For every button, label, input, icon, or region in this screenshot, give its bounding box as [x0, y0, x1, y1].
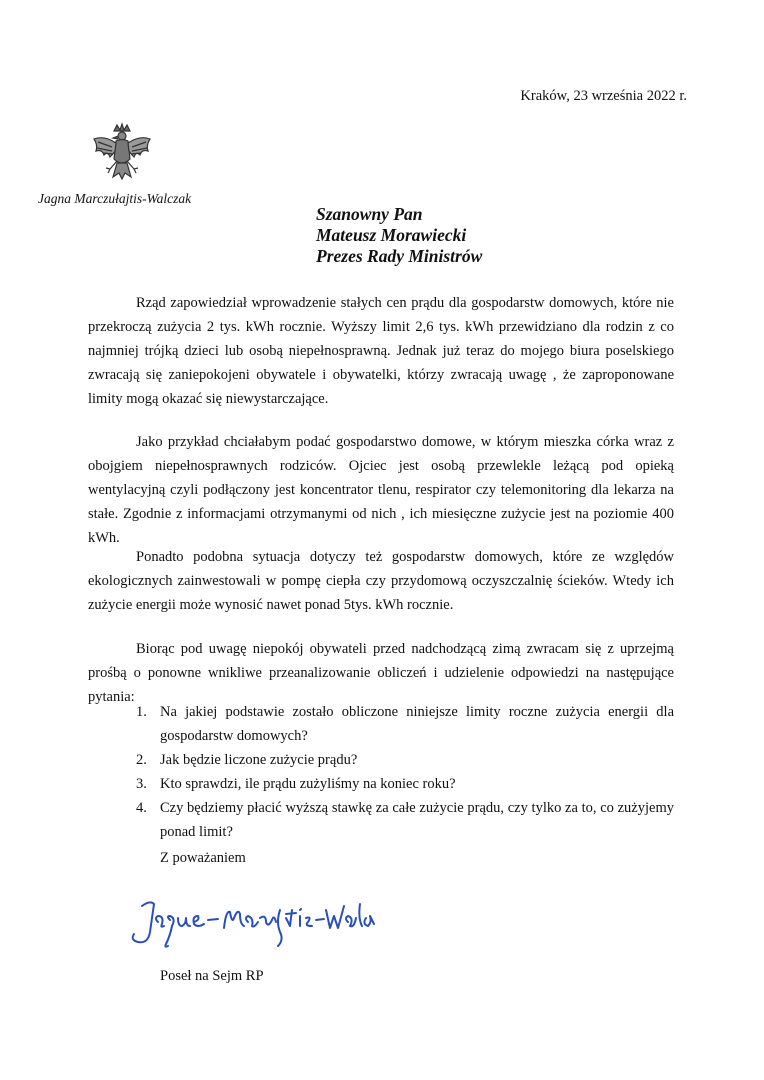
body-paragraph-4: Biorąc pod uwagę niepokój obywateli przed nadchodzącą zimą zwracam się z uprzejmą prośbą o ponowne wnikliwe przeanalizowanie obliczeń i udzielenie odpowiedzi na następujące pytania: — [88, 641, 674, 705]
question-item — [136, 796, 674, 844]
letter-date: Kraków, 23 września 2022 r. — [520, 88, 687, 104]
question-number: 2. — [136, 752, 147, 768]
body-paragraph-1: Rząd zapowiedział wprowadzenie stałych cen prądu dla gospodarstw domowych, które nie przekroczą zużycia 2 tys. kWh rocznie. Wyższy limit 2,6 tys. kWh przewidziano dla rodzin z co najmniej trójką dzieci lub osobą niepełnosprawną. Jednak już teraz do mojego biura poselskiego zwracają się zaniepokojeni obywatele i obywatelki, którzy zwracają uwagę , że zaproponowane limity mogą okazać się niewystarczające. — [88, 295, 674, 407]
recipient-name: Mateusz Morawiecki — [316, 225, 467, 245]
question-item — [136, 748, 674, 772]
question-text: Kto sprawdzi, ile prądu zużyliśmy na koniec roku? — [160, 776, 456, 792]
recipient-salutation: Szanowny Pan — [316, 204, 423, 224]
author-name: Jagna Marczułajtis-Walczak — [38, 191, 192, 206]
questions-list — [136, 700, 674, 844]
body-paragraph-2: Jako przykład chciałabym podać gospodarstwo domowe, w którym mieszka córka wraz z obojgiem niepełnosprawnych rodziców. Ojciec jest osobą przewlekle leżącą pod opieką wentylacyjną czyli podłączony jest koncentrator tlenu, respirator czy telemonitoring dla lekarza na stałe. Zgodnie z informacjami otrzymanymi od nich , ich miesięczne zużycie jest na poziomie 400 kWh. — [88, 434, 674, 546]
handwritten-signature — [120, 888, 380, 958]
question-number: 1. — [136, 704, 147, 720]
body-paragraph-3: Ponadto podobna sytuacja dotyczy też gospodarstw domowych, które ze względów ekologicznych zainwestowali w pompę ciepła czy przydomową oczyszczalnię ścieków. Wtedy ich zużycie energii może wynosić nawet ponad 5tys. kWh rocznie. — [88, 549, 674, 613]
question-text: Jak będzie liczone zużycie prądu? — [160, 752, 358, 768]
signatory-role: Poseł na Sejm RP — [160, 968, 264, 984]
question-number: 4. — [136, 800, 147, 816]
closing-regards: Z poważaniem — [160, 850, 246, 866]
question-number: 3. — [136, 776, 147, 792]
polish-eagle-emblem-icon — [86, 121, 158, 193]
recipient-title: Prezes Rady Ministrów — [316, 246, 483, 266]
question-item — [136, 700, 674, 748]
question-text: Na jakiej podstawie zostało obliczone niniejsze limity roczne zużycia energii dla gospodarstw domowych? — [160, 704, 674, 744]
question-item — [136, 772, 674, 796]
question-text: Czy będziemy płacić wyższą stawkę za całe zużycie prądu, czy tylko za to, co zużyjemy ponad limit? — [160, 800, 674, 840]
